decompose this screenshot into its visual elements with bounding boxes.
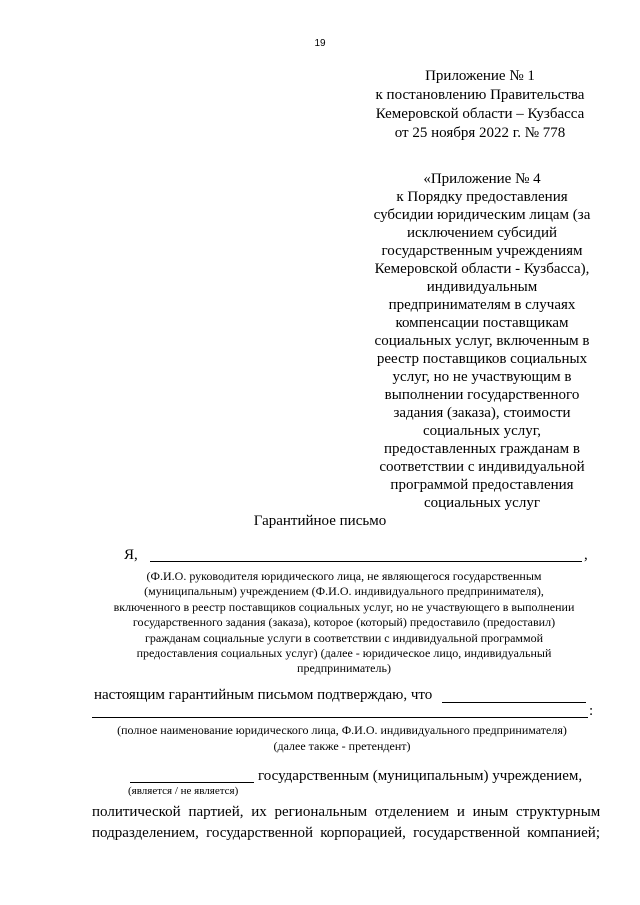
- appendix-4-line: государственным учреждениям: [381, 243, 583, 259]
- hint-line: (полное наименование юридического лица, Ф.И.О. индивидуального предпринимателя): [117, 723, 567, 737]
- hint-line: гражданам социальные услуги в соответствии с индивидуальной программой: [144, 630, 544, 645]
- hint-line: государственного задания (заказа), которое (который) предоставило (предоставил): [132, 615, 556, 630]
- hint-line: (далее также - претендент): [273, 739, 411, 753]
- paragraph-line: подразделением, государственной корпорацией, государственной компанией;: [92, 825, 600, 841]
- appendix-4-line: к Порядку предоставления: [396, 189, 568, 205]
- appendix-4-line: «Приложение № 4: [423, 171, 541, 187]
- hint-line: (Ф.И.О. руководителя юридического лица, не являющегося государственным: [146, 569, 542, 583]
- appendix-4-line: социальных услуг,: [422, 423, 542, 439]
- appendix-1-line: к постановлению Правительства: [375, 87, 585, 103]
- paragraph-line: политической партией, их региональным отделением и иным структурным: [92, 804, 601, 820]
- name-field-hint: [88, 569, 600, 677]
- confirm-fill-line: [442, 702, 586, 703]
- appendix-4-line: предпринимателям в случаях: [388, 297, 576, 313]
- appendix-4-line: выполнении государственного: [384, 387, 580, 403]
- hint-line: предоставления социальных услуг) (далее - юридическое лицо, индивидуальный: [136, 646, 552, 661]
- document-title: Гарантийное письмо: [253, 513, 387, 529]
- appendix-1-header: [352, 67, 608, 143]
- appendix-4-line: исключением субсидий: [406, 225, 557, 241]
- appendix-4-header: [362, 170, 602, 512]
- appendix-4-line: Кемеровской области - Кузбасса),: [374, 261, 590, 277]
- appendix-4-line: субсидии юридическим лицам (за: [373, 207, 591, 223]
- appendix-4-line: услуг, но не участвующим в: [392, 369, 572, 385]
- appendix-1-line: от 25 ноября 2022 г. № 778: [394, 125, 566, 141]
- hint-line: (муниципальным) учреждением (Ф.И.О. индивидуального предпринимателя),: [144, 584, 544, 599]
- appendix-4-line: индивидуальным: [426, 279, 538, 295]
- appendix-4-line: задания (заказа), стоимости: [393, 405, 571, 421]
- confirm-text: настоящим гарантийным письмом подтверждаю, что: [94, 687, 433, 703]
- appendix-4-line: соответствии с индивидуальной: [379, 459, 585, 475]
- appendix-1-line: Кемеровской области – Кузбасса: [375, 106, 585, 122]
- status-hint: (является / не является): [128, 785, 239, 797]
- appendix-4-line: реестр поставщиков социальных: [376, 351, 588, 367]
- appendix-4-line: программой предоставления: [390, 477, 574, 493]
- ya-comma: ,: [584, 547, 588, 563]
- appendix-4-line: компенсации поставщикам: [395, 315, 569, 331]
- name-fill-line: [150, 561, 582, 562]
- hint-line: предприниматель): [297, 661, 391, 676]
- applicant-fill-line: [92, 717, 588, 718]
- ya-label: Я,: [124, 547, 138, 563]
- status-fill-line: [130, 782, 254, 783]
- page-number: 19: [314, 38, 326, 49]
- appendix-1-line: Приложение № 1: [425, 68, 535, 84]
- appendix-4-line: социальных услуг: [424, 495, 540, 511]
- hint-line: включенного в реестр поставщиков социальных услуг, но не участвующего в выполнении: [113, 599, 575, 614]
- appendix-4-line: предоставленных гражданам в: [384, 441, 580, 457]
- colon: :: [589, 703, 594, 719]
- applicant-field-hint: [92, 722, 592, 754]
- status-text: государственным (муниципальным) учреждением,: [258, 768, 583, 784]
- body-paragraph: [92, 802, 600, 844]
- appendix-4-line: социальных услуг, включенным в: [374, 333, 590, 349]
